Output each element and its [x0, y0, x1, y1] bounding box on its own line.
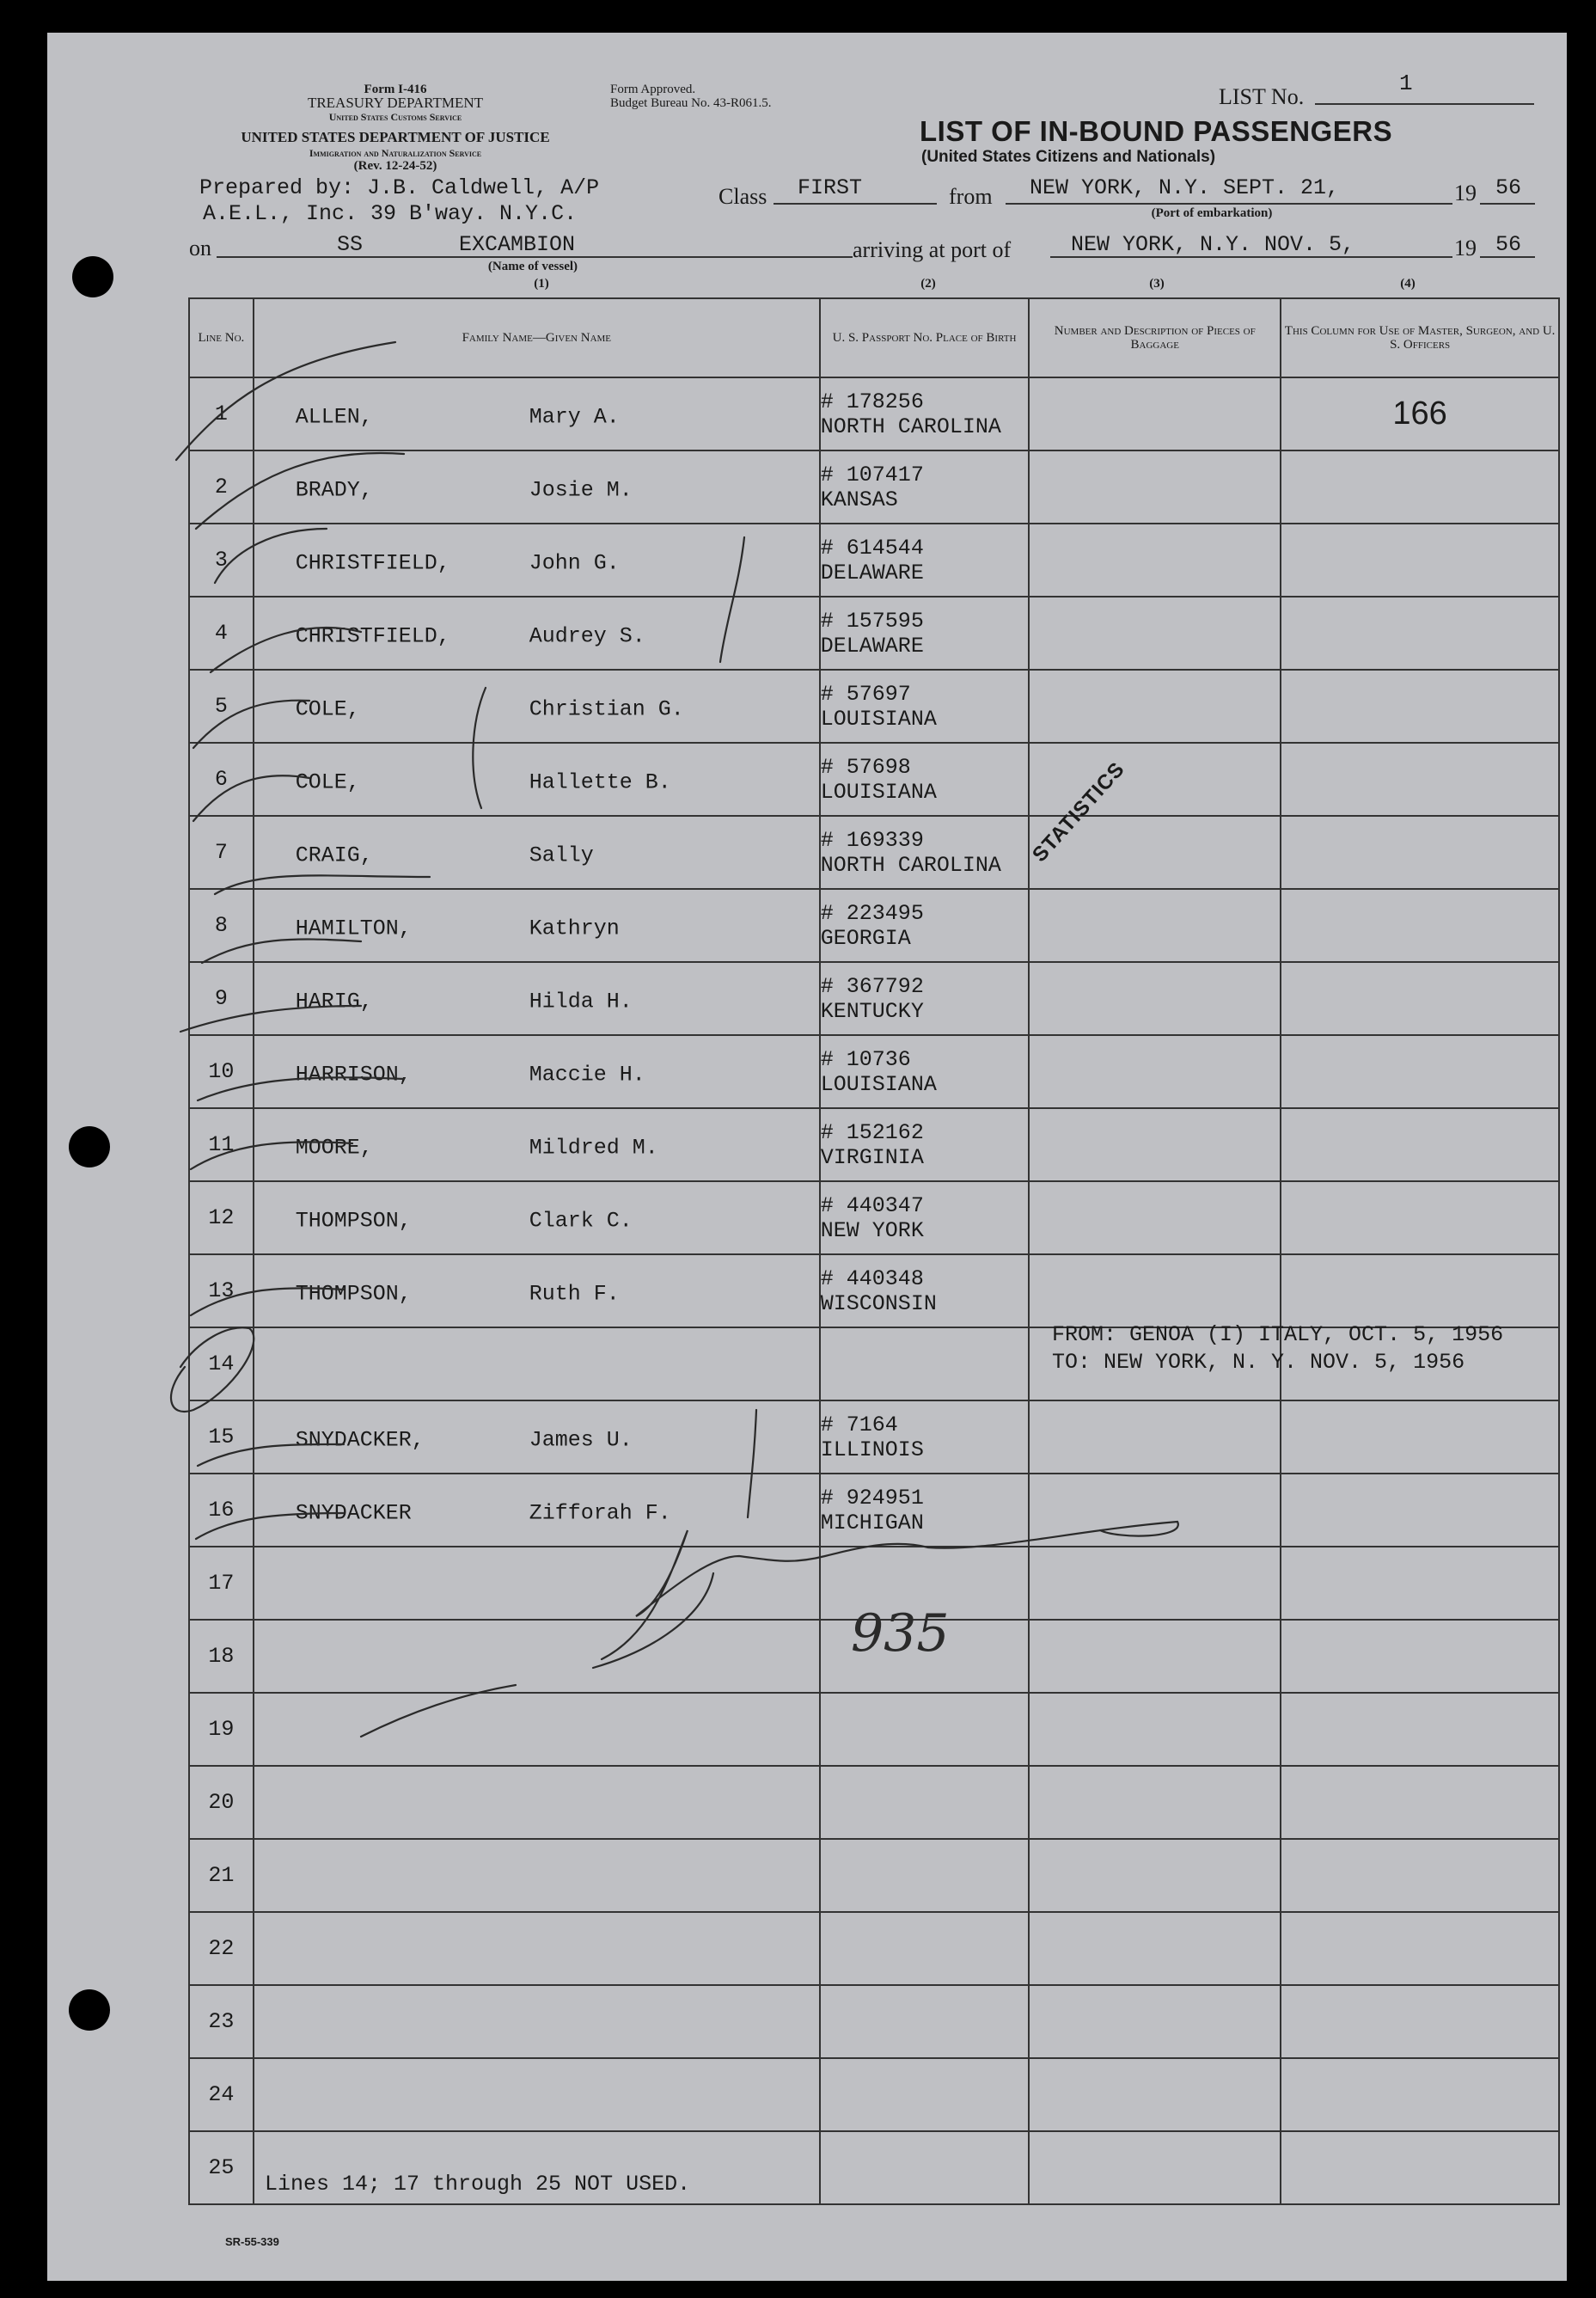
place-of-birth: NORTH CAROLINA: [820, 852, 1001, 878]
line-number: 4: [189, 597, 254, 670]
arriving-label: arriving at port of: [853, 237, 1012, 262]
prepared-by-2: A.E.L., Inc. 39 B'way. N.Y.C.: [203, 201, 578, 226]
check-mark: [191, 1142, 352, 1169]
given-name: Christian G.: [529, 696, 684, 721]
officer-note: 166: [1392, 395, 1447, 432]
place-of-birth: NEW YORK: [820, 1217, 924, 1243]
place-of-birth: KENTUCKY: [820, 998, 924, 1024]
family-name: CHRISTFIELD,: [295, 549, 450, 575]
given-name: Maccie H.: [529, 1061, 645, 1087]
line-number: 2: [189, 450, 254, 524]
given-name: James U.: [529, 1426, 633, 1452]
vessel-caption: (Name of vessel): [487, 260, 578, 273]
check-mark: [191, 1288, 344, 1315]
given-name: John G.: [529, 549, 620, 575]
check-mark: [193, 775, 309, 821]
given-name: Audrey S.: [529, 622, 645, 648]
line-number: 3: [189, 524, 254, 597]
from-value: NEW YORK, N.Y. SEPT. 21,: [1030, 175, 1340, 200]
passport-number: # 169339: [820, 827, 924, 853]
line-number: 12: [189, 1181, 254, 1254]
form-number: Form I-416: [364, 83, 427, 96]
from-year: 56: [1495, 175, 1522, 200]
place-of-birth: DELAWARE: [820, 633, 924, 659]
given-name: Sally: [529, 842, 594, 867]
page-subtitle: (United States Citizens and Nationals): [921, 148, 1216, 166]
given-name: Ruth F.: [529, 1280, 620, 1306]
list-no-label: LIST No.: [1219, 84, 1305, 109]
passport-number: # 157595: [820, 608, 924, 634]
col-header-name: Family Name—Given Name: [254, 298, 820, 377]
col-num-1: (1): [534, 277, 549, 291]
treasury-dept: TREASURY DEPARTMENT: [307, 95, 484, 111]
check-mark: [196, 1513, 344, 1539]
family-name: MOORE,: [295, 1134, 373, 1160]
bracket-mark: [720, 537, 744, 662]
bracket-mark: [473, 688, 486, 808]
customs-service: United States Customs Service: [328, 111, 462, 123]
family-name: CRAIG,: [295, 842, 373, 867]
voyage-to: TO: NEW YORK, N. Y. NOV. 5, 1956: [1052, 1350, 1465, 1375]
line-number: 17: [189, 1547, 254, 1620]
check-mark: [196, 453, 404, 529]
place-of-birth: NORTH CAROLINA: [820, 414, 1001, 439]
col-header-baggage: Number and Description of Pieces of Baggage: [1029, 298, 1281, 377]
line-number: 25: [189, 2131, 254, 2204]
line-number: 22: [189, 1912, 254, 1985]
line-number: 1: [189, 377, 254, 450]
revision: (Rev. 12-24-52): [353, 159, 437, 173]
prepared-by-1: Prepared by: J.B. Caldwell, A/P: [199, 175, 600, 200]
col-header-line: Line No.: [189, 298, 254, 377]
given-name: Mildred M.: [529, 1134, 658, 1160]
check-mark: [211, 628, 361, 672]
from-year-prefix: 19: [1454, 181, 1477, 205]
family-name: SNYDACKER,: [295, 1426, 425, 1452]
place-of-birth: DELAWARE: [820, 560, 924, 585]
check-mark: [198, 1077, 404, 1100]
line-number: 20: [189, 1766, 254, 1839]
line-number: 23: [189, 1985, 254, 2058]
family-name: THOMPSON,: [295, 1207, 412, 1233]
place-of-birth: ILLINOIS: [820, 1437, 924, 1462]
line-number: 18: [189, 1620, 254, 1693]
given-name: Hilda H.: [529, 988, 633, 1014]
given-name: Mary A.: [529, 403, 620, 429]
place-of-birth: GEORGIA: [820, 925, 911, 951]
family-name: BRADY,: [295, 476, 373, 502]
given-name: Josie M.: [529, 476, 633, 502]
line-number: 14: [189, 1327, 254, 1400]
not-used-note: Lines 14; 17 through 25 NOT USED.: [265, 2172, 691, 2197]
ss-label: SS: [337, 232, 364, 257]
family-name: SNYDACKER: [295, 1499, 412, 1525]
passport-number: # 367792: [820, 973, 924, 999]
place-of-birth: LOUISIANA: [820, 706, 937, 732]
loop-mark: [171, 1327, 254, 1412]
footer-code: SR-55-339: [225, 2235, 279, 2248]
arriving-value: NEW YORK, N.Y. NOV. 5,: [1071, 232, 1355, 257]
line-number: 8: [189, 889, 254, 962]
col-header-passport: U. S. Passport No. Place of Birth: [820, 298, 1029, 377]
family-name: HAMILTON,: [295, 915, 412, 941]
line-number: 7: [189, 816, 254, 889]
check-mark: [215, 875, 430, 894]
place-of-birth: MICHIGAN: [820, 1510, 924, 1535]
line-number: 15: [189, 1400, 254, 1474]
col-num-4: (4): [1400, 277, 1416, 291]
place-of-birth: WISCONSIN: [820, 1290, 937, 1316]
passport-number: # 178256: [820, 389, 924, 414]
passport-number: # 924951: [820, 1485, 924, 1511]
col-num-2: (2): [920, 277, 936, 291]
passport-number: # 7164: [820, 1412, 898, 1437]
check-mark: [202, 940, 361, 963]
passport-number: # 614544: [820, 535, 924, 561]
given-name: Kathryn: [529, 915, 620, 941]
justice-dept: UNITED STATES DEPARTMENT OF JUSTICE: [241, 129, 550, 145]
voyage-from: FROM: GENOA (I) ITALY, OCT. 5, 1956: [1052, 1322, 1504, 1347]
from-label: from: [949, 184, 993, 209]
page-title: LIST OF IN-BOUND PASSENGERS: [920, 115, 1393, 147]
line-number: 6: [189, 743, 254, 816]
family-name: THOMPSON,: [295, 1280, 412, 1306]
check-mark: [198, 1444, 344, 1466]
given-name: Hallette B.: [529, 769, 671, 794]
check-mark: [176, 342, 395, 460]
col-num-3: (3): [1149, 277, 1165, 291]
passport-number: # 107417: [820, 462, 924, 487]
check-mark: [193, 701, 309, 748]
family-name: HARRISON,: [295, 1061, 412, 1087]
passport-number: # 152162: [820, 1119, 924, 1145]
passport-number: # 57697: [820, 681, 911, 707]
list-no-value: 1: [1399, 70, 1413, 96]
vessel-name: EXCAMBION: [459, 232, 576, 257]
line-number: 5: [189, 670, 254, 743]
form-approved: Form Approved.: [610, 83, 696, 96]
ins-service: Immigration and Naturalization Service: [309, 147, 482, 159]
passport-number: # 440348: [820, 1265, 924, 1291]
passport-number: # 223495: [820, 900, 924, 926]
passport-number: # 10736: [820, 1046, 911, 1072]
class-label: Class: [719, 184, 767, 209]
place-of-birth: KANSAS: [820, 487, 898, 512]
line-number: 9: [189, 962, 254, 1035]
line-number: 24: [189, 2058, 254, 2131]
passport-number: # 57698: [820, 754, 911, 780]
check-mark: [180, 1006, 361, 1032]
place-of-birth: LOUISIANA: [820, 779, 937, 805]
handwritten-number: 935: [851, 1603, 950, 1664]
stray-mark: [361, 1685, 516, 1737]
given-name: Clark C.: [529, 1207, 633, 1233]
place-of-birth: LOUISIANA: [820, 1071, 937, 1097]
col-header-officers: This Column for Use of Master, Surgeon, and U. S. Officers: [1281, 298, 1559, 377]
family-name: CHRISTFIELD,: [295, 622, 450, 648]
line-number: 16: [189, 1474, 254, 1547]
given-name: Zifforah F.: [529, 1499, 671, 1525]
statistics-stamp: STATISTICS: [1028, 757, 1130, 867]
port-caption: (Port of embarkation): [1151, 206, 1273, 220]
arriving-year-prefix: 19: [1454, 236, 1477, 260]
place-of-birth: VIRGINIA: [820, 1144, 924, 1170]
family-name: ALLEN,: [295, 403, 373, 429]
budget-bureau: Budget Bureau No. 43-R061.5.: [610, 96, 772, 110]
class-value: FIRST: [798, 175, 863, 200]
check-mark: [215, 529, 327, 583]
family-name: COLE,: [295, 769, 360, 794]
line-number: 10: [189, 1035, 254, 1108]
line-number: 19: [189, 1693, 254, 1766]
tick-mark: [748, 1410, 756, 1517]
arriving-year: 56: [1495, 232, 1522, 257]
line-number: 21: [189, 1839, 254, 1912]
on-label: on: [189, 236, 211, 260]
passport-number: # 440347: [820, 1192, 924, 1218]
line-number: 11: [189, 1108, 254, 1181]
family-name: COLE,: [295, 696, 360, 721]
line-number: 13: [189, 1254, 254, 1327]
family-name: HARIG,: [295, 988, 373, 1014]
